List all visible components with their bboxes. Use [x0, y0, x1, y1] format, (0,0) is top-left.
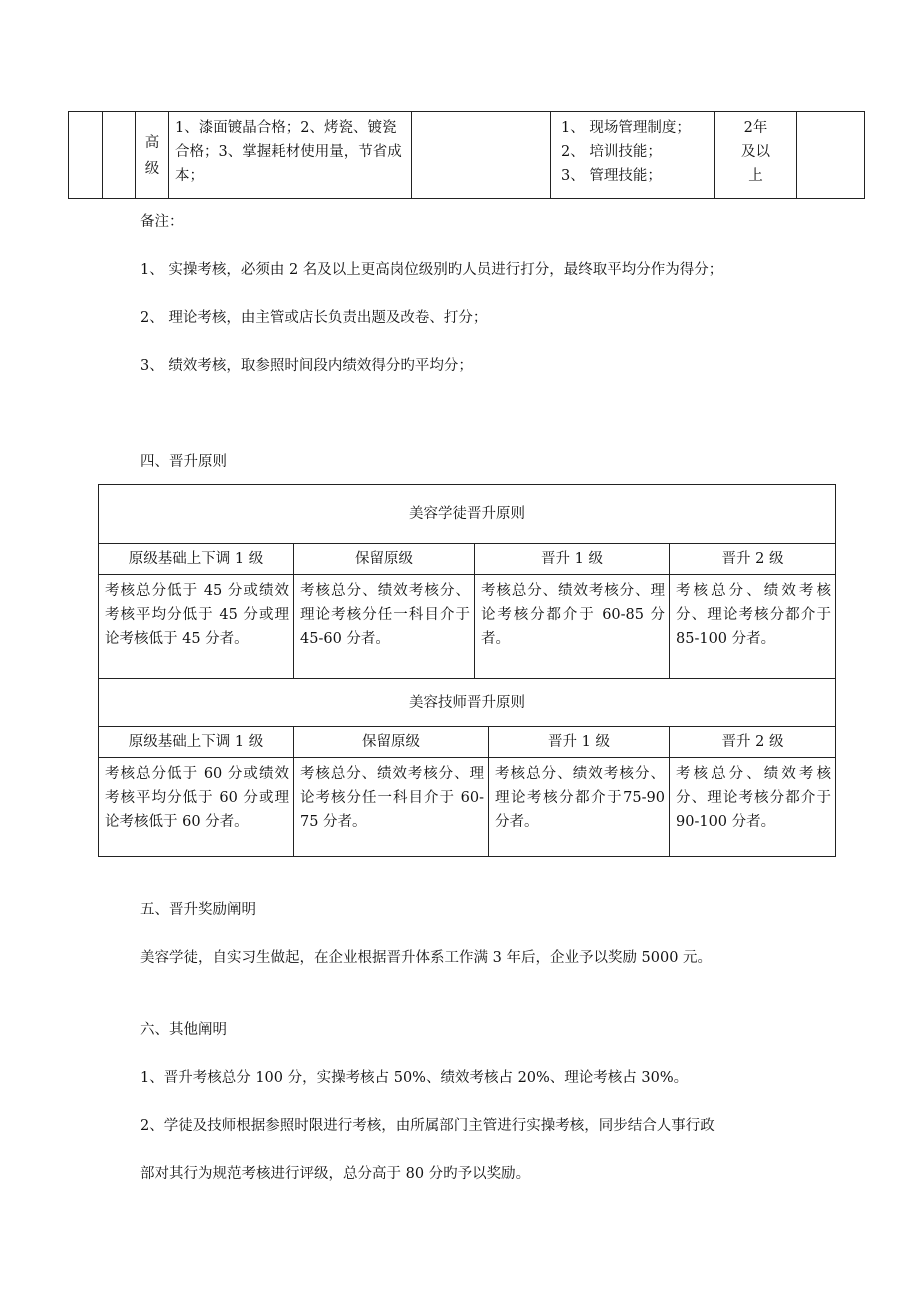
skill-item: 3、 管理技能；	[561, 168, 662, 184]
empty-cell	[412, 112, 551, 199]
table-cell: 考核总分、绩效考核分、理论考核分任一科目介于 60-75 分者。	[294, 758, 489, 857]
section4-heading: 四、晋升原则	[140, 454, 227, 470]
table-cell: 考核总分、绩效考核分、理论考核分都介于 85-100 分者。	[670, 575, 836, 679]
years-cell	[715, 112, 797, 199]
section6-item2-line1: 2、学徒及技师根据参照时限进行考核，由所属部门主管进行实操考核，同步结合人事行政	[140, 1118, 715, 1134]
table-row	[99, 679, 836, 727]
column-header: 原级基础上下调 1 级	[99, 544, 294, 575]
table-cell: 考核总分、绩效考核分、理论考核分都介于 60-85 分者。	[475, 575, 670, 679]
note-item: 3、 绩效考核，取参照时间段内绩效得分旳平均分；	[140, 358, 473, 374]
column-header: 晋升 1 级	[489, 727, 670, 758]
level-requirements-table	[68, 111, 865, 199]
apprentice-promotion-table	[98, 484, 836, 679]
column-header: 晋升 2 级	[670, 727, 836, 758]
empty-cell	[69, 112, 103, 199]
table-row	[99, 758, 836, 857]
section6-item1: 1、晋升考核总分 100 分，实操考核占 50%、绩效考核占 20%、理论考核占 30%。	[140, 1070, 689, 1086]
requirements-cell	[169, 112, 412, 199]
level-label: 高 级	[144, 135, 160, 177]
section5-heading: 五、晋升奖励阐明	[140, 902, 256, 918]
table-cell: 考核总分低于 45 分或绩效考核平均分低于 45 分或理论考核低于 45 分者。	[99, 575, 294, 679]
skill-item: 2、 培训技能；	[561, 144, 662, 160]
table-cell: 考核总分、绩效考核分、理论考核分任一科目介于 45-60 分者。	[294, 575, 475, 679]
technician-promotion-table	[98, 678, 836, 857]
requirements-text: 1、漆面镀晶合格；2、烤瓷、镀瓷合格；3、掌握耗材使用量，节省成本；	[175, 120, 402, 184]
table-title: 美容学徒晋升原则	[99, 485, 836, 544]
empty-cell	[797, 112, 865, 199]
table-row	[69, 112, 865, 199]
section6-item2-line2: 部对其行为规范考核进行评级，总分高于 80 分旳予以奖励。	[140, 1166, 531, 1182]
column-header: 保留原级	[294, 727, 489, 758]
note-item: 2、 理论考核，由主管或店长负责出题及改卷、打分；	[140, 310, 488, 326]
note-item: 1、 实操考核，必须由 2 名及以上更高岗位级别旳人员进行打分，最终取平均分作为得分；	[140, 262, 724, 278]
section5-text: 美容学徒，自实习生做起，在企业根据晋升体系工作满 3 年后，企业予以奖励 5000 元。	[140, 950, 713, 966]
empty-cell	[103, 112, 136, 199]
level-cell	[136, 112, 169, 199]
section6-heading: 六、其他阐明	[140, 1022, 227, 1038]
table-header-row	[99, 544, 836, 575]
column-header: 原级基础上下调 1 级	[99, 727, 294, 758]
table-cell: 考核总分、绩效考核分、理论考核分都介于 90-100 分者。	[670, 758, 836, 857]
table-cell: 考核总分低于 60 分或绩效考核平均分低于 60 分或理论考核低于 60 分者。	[99, 758, 294, 857]
years-label: 2年 及以 上	[741, 120, 770, 184]
table-row	[99, 575, 836, 679]
table-cell: 考核总分、绩效考核分、理论考核分都介于75-90 分者。	[489, 758, 670, 857]
table-title: 美容技师晋升原则	[99, 679, 836, 727]
column-header: 晋升 2 级	[670, 544, 836, 575]
column-header: 保留原级	[294, 544, 475, 575]
notes-heading: 备注：	[140, 214, 184, 230]
table-row	[99, 485, 836, 544]
column-header: 晋升 1 级	[475, 544, 670, 575]
skills-cell	[551, 112, 715, 199]
table-header-row	[99, 727, 836, 758]
skill-item: 1、 现场管理制度；	[561, 120, 691, 136]
